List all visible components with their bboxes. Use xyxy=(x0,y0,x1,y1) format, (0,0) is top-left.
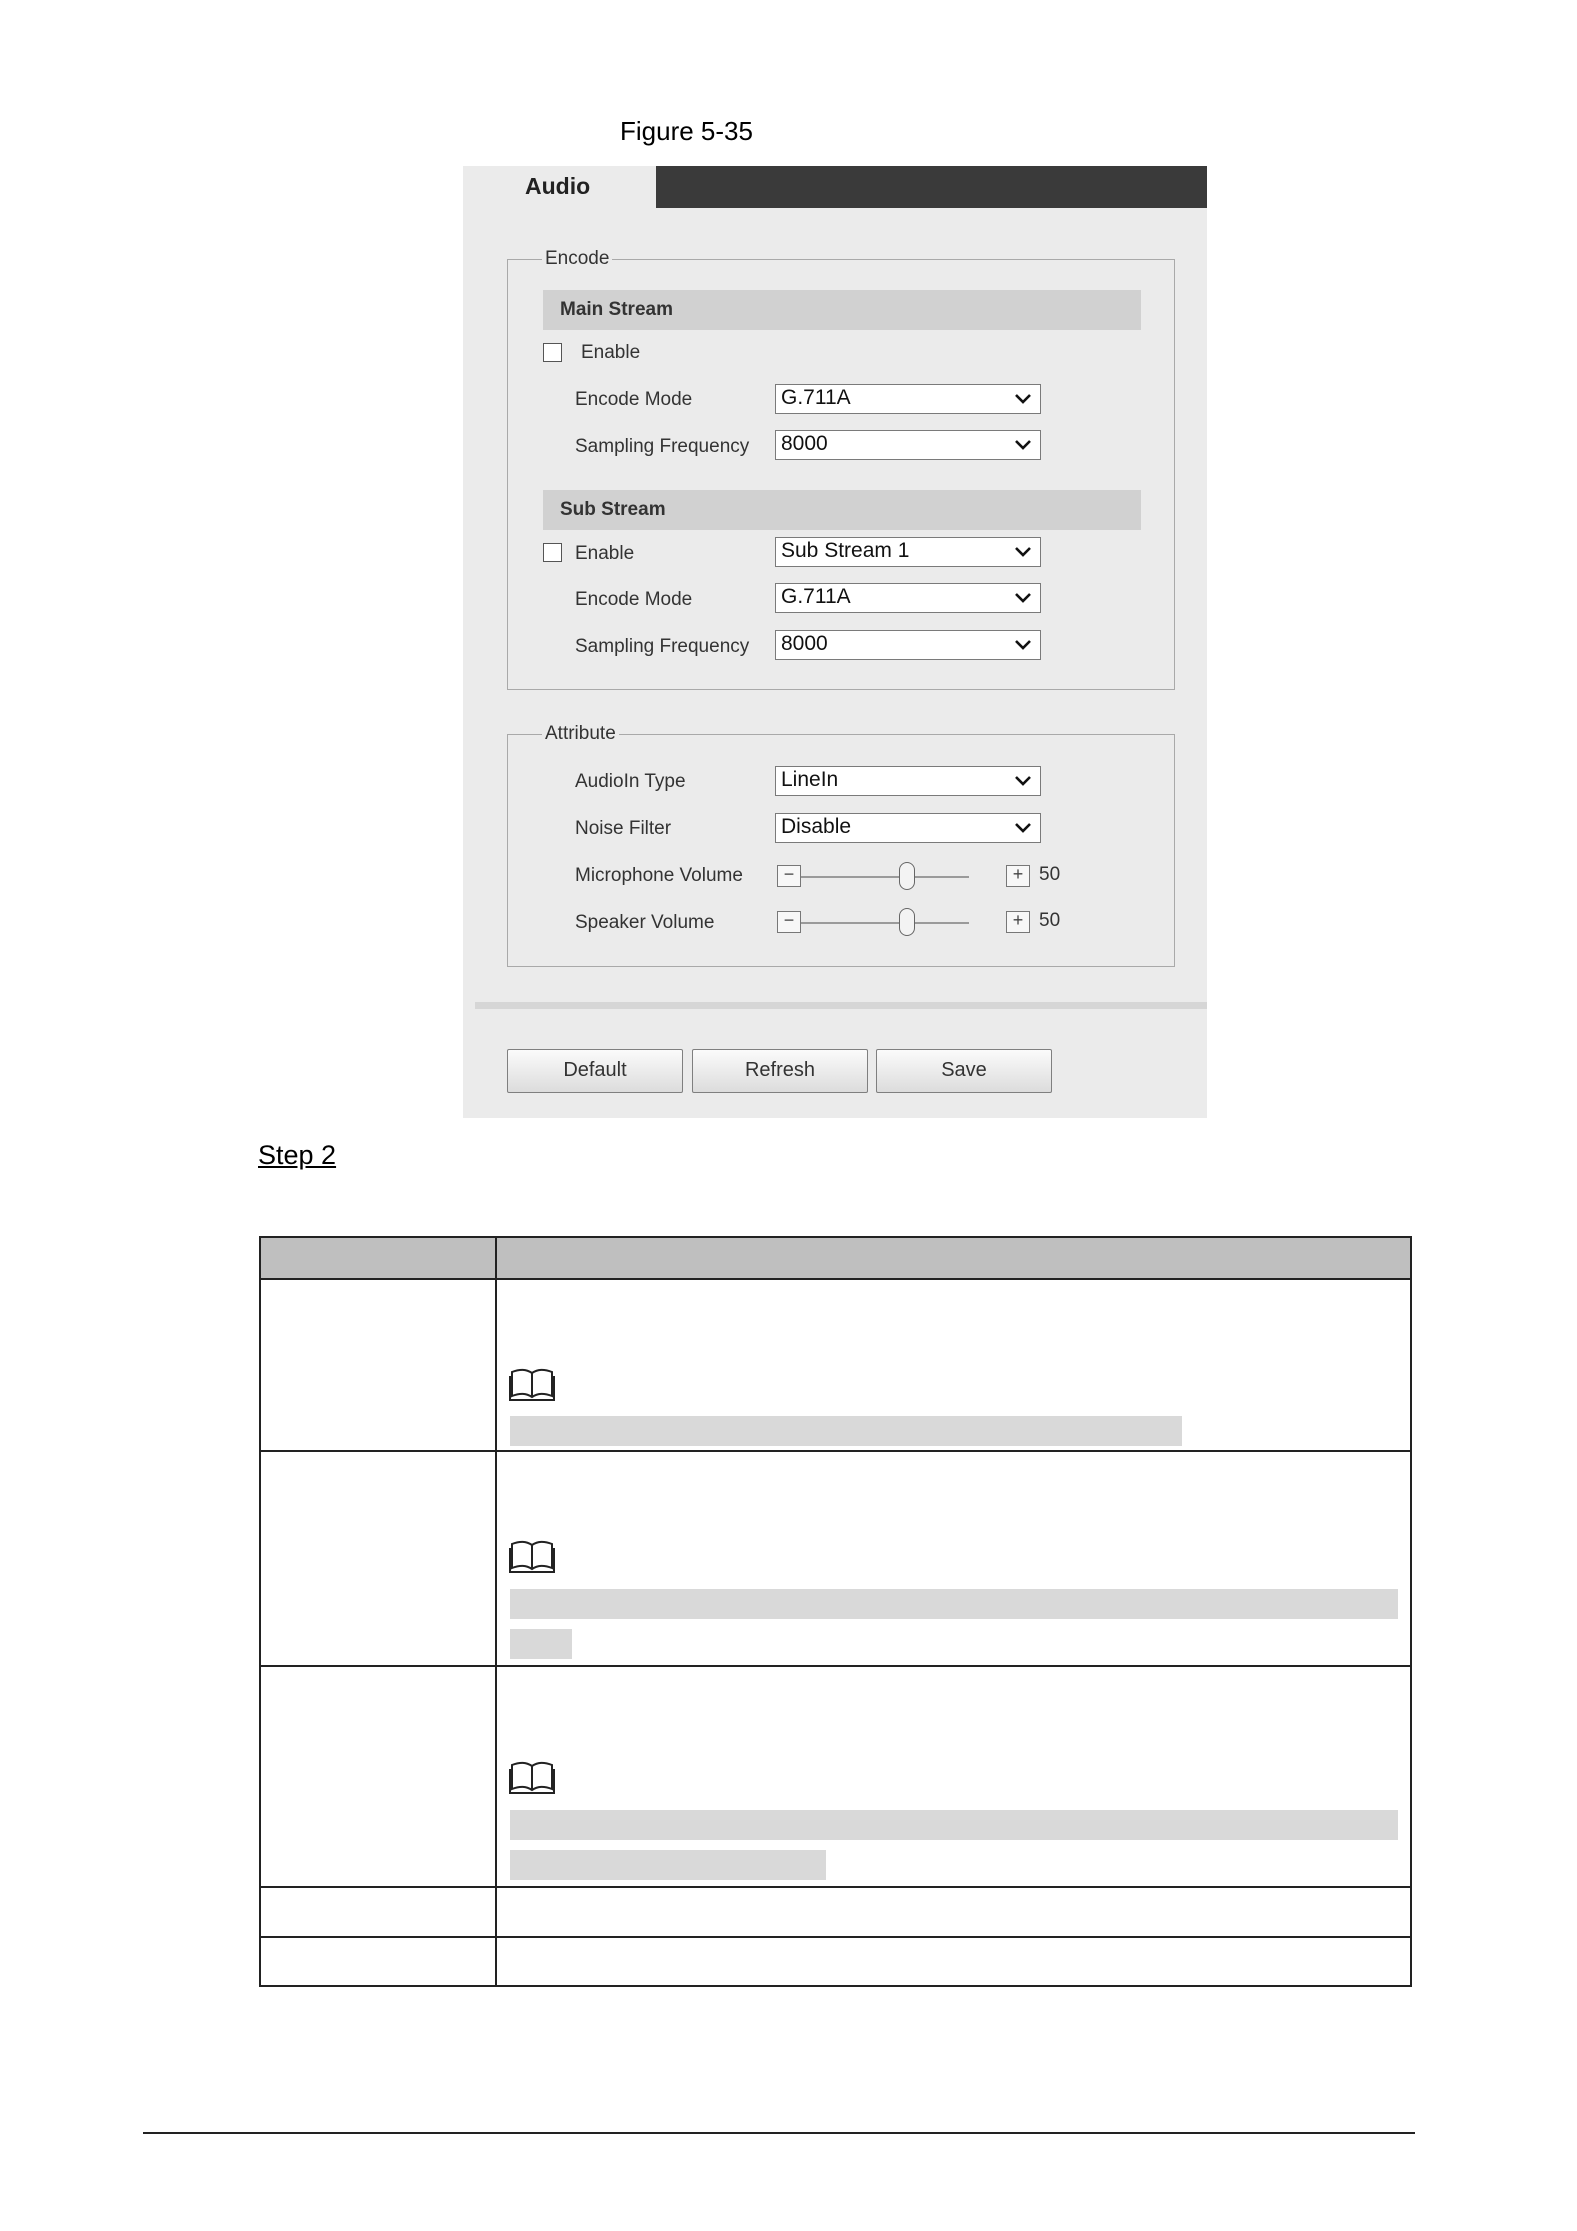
sub-sampling-label: Sampling Frequency xyxy=(575,636,750,657)
note-book-icon xyxy=(508,1366,556,1402)
speaker-volume-label: Speaker Volume xyxy=(575,912,715,933)
main-sampling-select[interactable] xyxy=(775,430,1041,460)
speaker-volume-thumb[interactable] xyxy=(899,908,915,936)
footer-rule xyxy=(143,2132,1415,2134)
audioin-type-select[interactable] xyxy=(775,766,1041,796)
chevron-down-icon xyxy=(1013,635,1033,655)
chevron-down-icon xyxy=(1013,435,1033,455)
sub-encode-mode-value: G.711A xyxy=(781,585,851,608)
mic-volume-value: 50 xyxy=(1039,864,1061,885)
audio-settings-panel xyxy=(463,166,1207,1118)
note-book-icon xyxy=(508,1538,556,1574)
main-encode-mode-select[interactable] xyxy=(775,384,1041,414)
redacted-note-line xyxy=(510,1416,1182,1446)
sub-sampling-select[interactable] xyxy=(775,630,1041,660)
chevron-down-icon xyxy=(1013,588,1033,608)
tab-audio[interactable]: Audio xyxy=(463,166,656,208)
mic-volume-increase-button[interactable]: + xyxy=(1006,865,1030,887)
encode-legend: Encode xyxy=(545,248,610,269)
sub-stream-enable-checkbox[interactable] xyxy=(543,543,562,562)
redacted-note-line xyxy=(510,1850,826,1880)
sub-sampling-value: 8000 xyxy=(781,632,828,655)
default-button[interactable]: Default xyxy=(507,1049,683,1093)
audioin-type-label: AudioIn Type xyxy=(575,771,686,792)
microphone-volume-label: Microphone Volume xyxy=(575,865,743,886)
sub-encode-mode-label: Encode Mode xyxy=(575,589,693,610)
audioin-type-value: LineIn xyxy=(781,768,839,791)
note-book-icon xyxy=(508,1759,556,1795)
save-button[interactable]: Save xyxy=(876,1049,1052,1093)
noise-filter-value: Disable xyxy=(781,815,852,838)
main-sampling-value: 8000 xyxy=(781,432,828,455)
panel-divider xyxy=(475,1002,1207,1009)
mic-volume-decrease-button[interactable]: − xyxy=(777,865,801,887)
sub-stream-header: Sub Stream xyxy=(543,490,1141,530)
chevron-down-icon xyxy=(1013,389,1033,409)
speaker-volume-increase-button[interactable]: + xyxy=(1006,911,1030,933)
mic-volume-thumb[interactable] xyxy=(899,862,915,890)
chevron-down-icon xyxy=(1013,818,1033,838)
main-stream-enable-checkbox[interactable] xyxy=(543,343,562,362)
main-stream-header: Main Stream xyxy=(543,290,1141,330)
attribute-legend: Attribute xyxy=(545,723,616,744)
redacted-note-line xyxy=(510,1589,1398,1619)
speaker-volume-track[interactable] xyxy=(801,922,969,924)
speaker-volume-value: 50 xyxy=(1039,910,1061,931)
refresh-button[interactable]: Refresh xyxy=(692,1049,868,1093)
chevron-down-icon xyxy=(1013,542,1033,562)
redacted-note-line xyxy=(510,1810,1398,1840)
noise-filter-select[interactable] xyxy=(775,813,1041,843)
sub-stream-enable-label: Enable xyxy=(575,543,635,564)
step-label: Step 2 xyxy=(258,1140,337,1170)
main-encode-mode-value: G.711A xyxy=(781,386,851,409)
main-sampling-label: Sampling Frequency xyxy=(575,436,750,457)
figure-caption: Figure 5-35 xyxy=(620,116,753,146)
mic-volume-track[interactable] xyxy=(801,876,969,878)
sub-stream-select-value: Sub Stream 1 xyxy=(781,539,910,562)
parameter-table xyxy=(259,1236,1412,1987)
main-encode-mode-label: Encode Mode xyxy=(575,389,693,410)
main-stream-enable-label: Enable xyxy=(581,342,641,363)
table-header xyxy=(259,1236,1412,1278)
sub-stream-select[interactable] xyxy=(775,537,1041,567)
sub-encode-mode-select[interactable] xyxy=(775,583,1041,613)
redacted-note-line xyxy=(510,1629,572,1659)
speaker-volume-decrease-button[interactable]: − xyxy=(777,911,801,933)
chevron-down-icon xyxy=(1013,771,1033,791)
noise-filter-label: Noise Filter xyxy=(575,818,672,839)
